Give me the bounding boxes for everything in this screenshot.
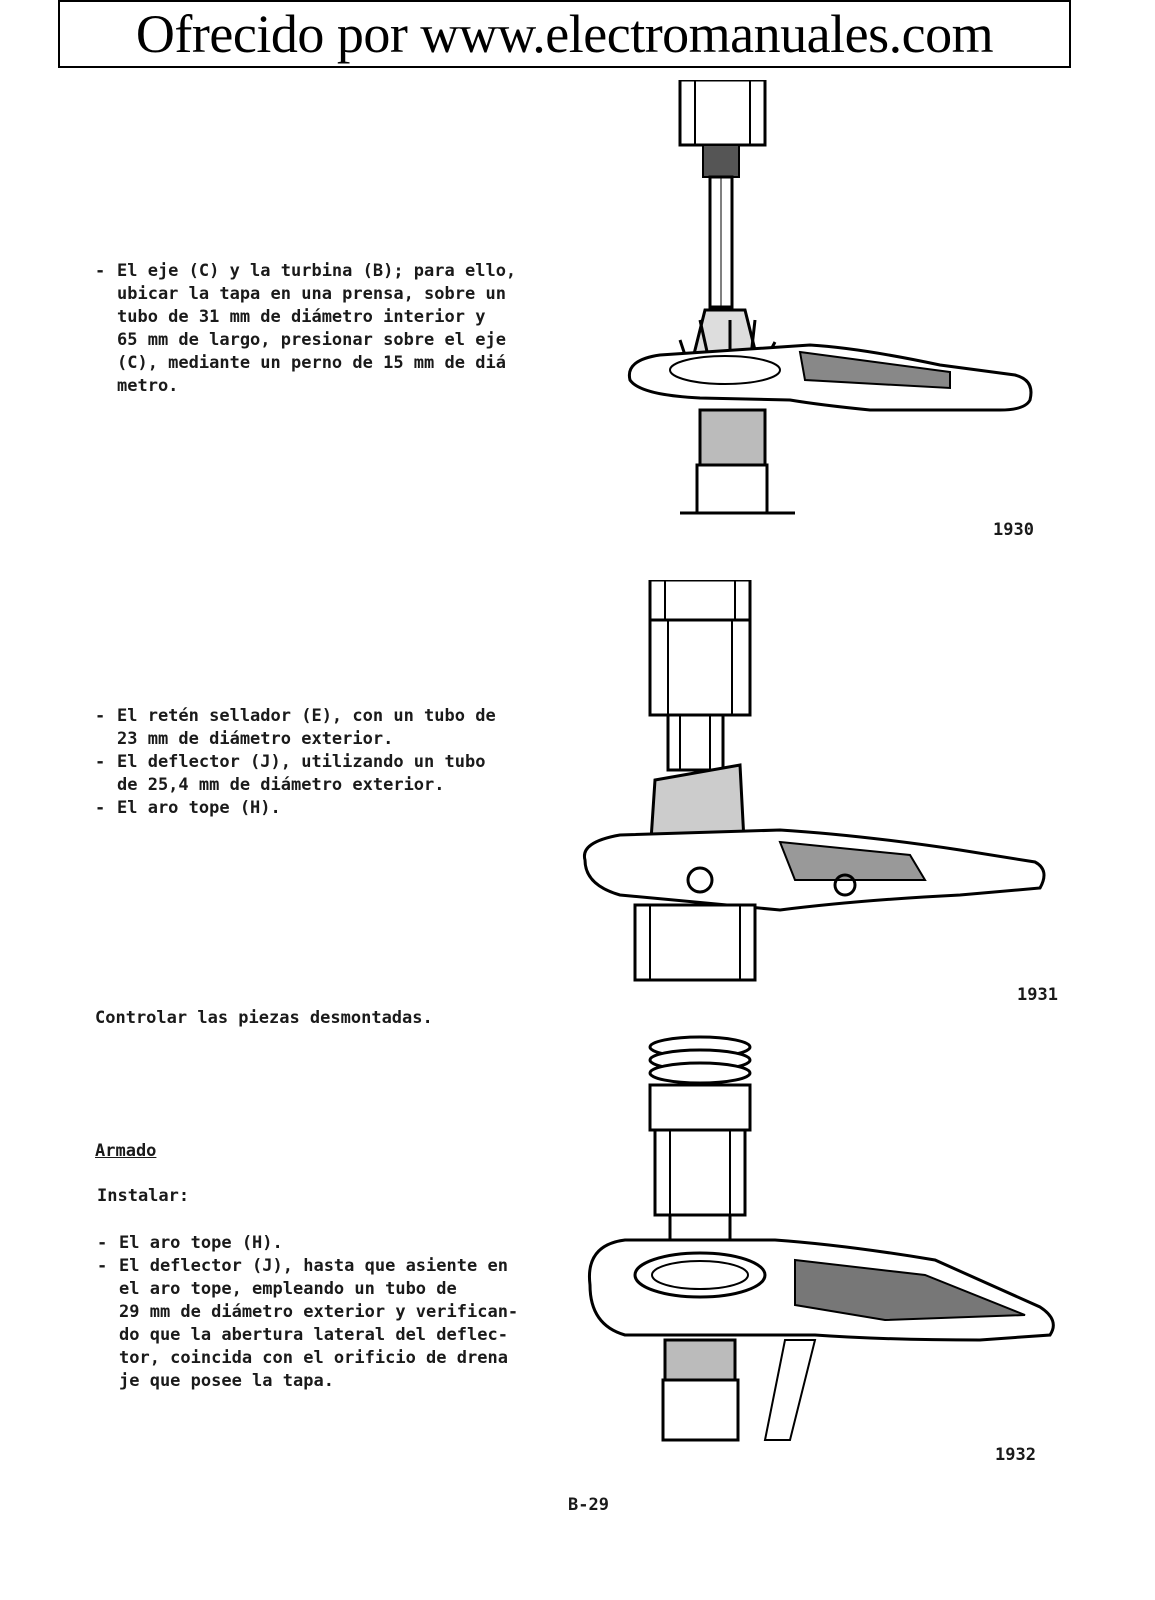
- section2-text: [95, 705, 565, 820]
- figure-1932-illustration: [585, 1035, 1060, 1445]
- section3-heading: [95, 1140, 575, 1163]
- control-text: Controlar las piezas desmontadas.: [95, 1008, 433, 1028]
- section3-text: [97, 1232, 577, 1393]
- section1-text: [95, 260, 575, 398]
- section2-item: - El deflector (J), utilizando un tubo de 25,4 mm de diámetro exterior.: [95, 751, 565, 797]
- section2-item: - El retén sellador (E), con un tubo de 23 mm de diámetro exterior.: [95, 705, 565, 751]
- section1-item: - El eje (C) y la turbina (B); para ello, ubicar la tapa en una prensa, sobre un tubo de 31 mm de diámetro interior y 65 mm de largo, presionar sobre el eje (C), mediante un perno de 15 mm de diá metro.: [95, 260, 575, 398]
- figure-1931-illustration: [580, 580, 1050, 985]
- section3-item: - El deflector (J), hasta que asiente en el aro tope, empleando un tubo de 29 mm de diámetro exterior y verifican- do que la abertura lateral del deflec- tor, coincida con el orificio de drena je que posee la tapa.: [97, 1255, 577, 1393]
- page-number: B-29: [568, 1495, 609, 1515]
- section2-item: - El aro tope (H).: [95, 797, 565, 820]
- section3-intro: Instalar:: [97, 1186, 190, 1206]
- figure-1930-illustration: [620, 80, 1040, 520]
- figure-number-1930: 1930: [993, 520, 1034, 540]
- banner-text: Ofrecido por www.electromanuales.com: [135, 4, 994, 64]
- figure-number-1932: 1932: [995, 1445, 1036, 1465]
- figure-number-1931: 1931: [1017, 985, 1058, 1005]
- armado-heading: Armado: [95, 1141, 157, 1161]
- source-banner: [58, 0, 1071, 68]
- section3-item: - El aro tope (H).: [97, 1232, 577, 1255]
